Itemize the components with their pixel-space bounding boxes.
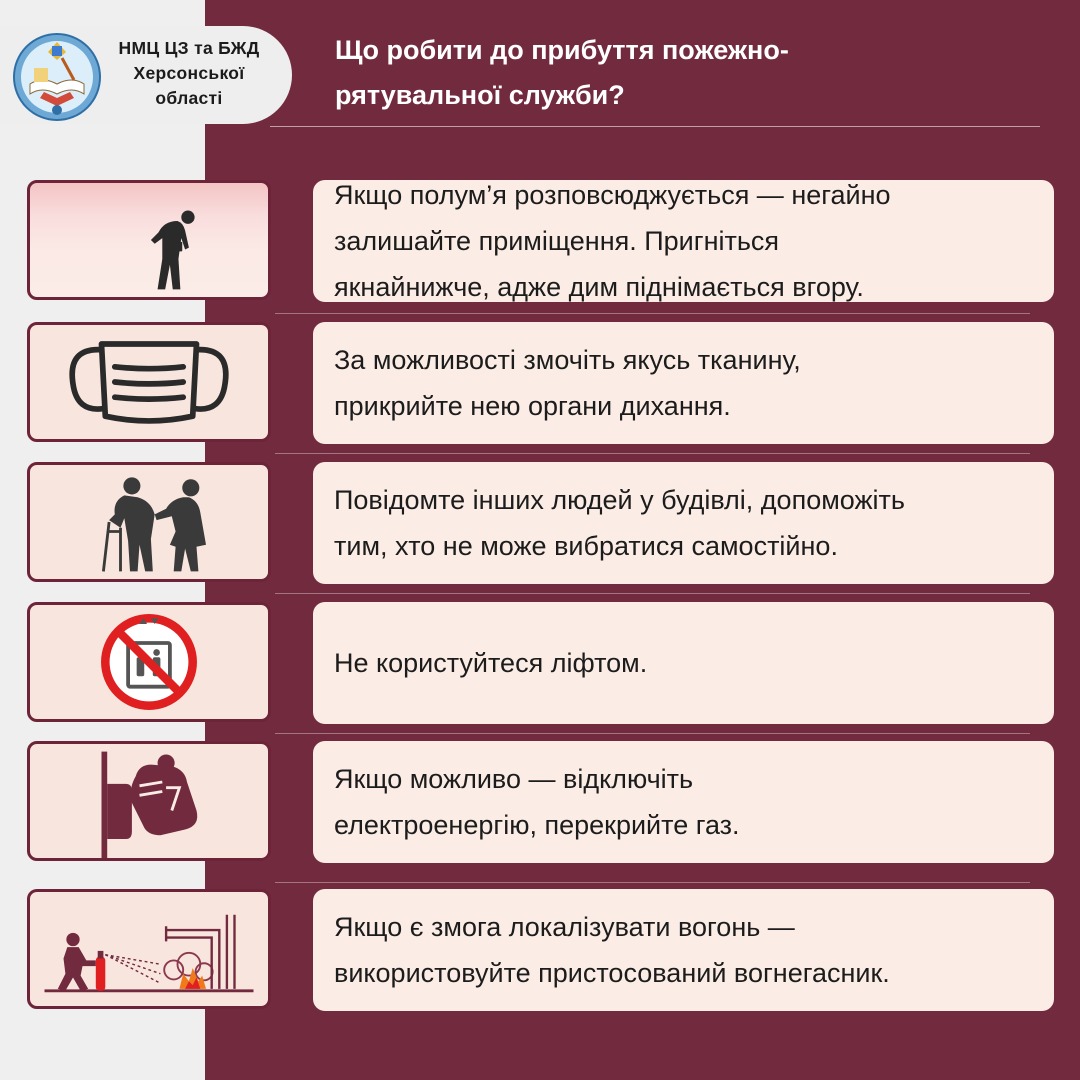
org-name: НМЦ ЦЗ та БЖД Херсонської області [118, 38, 260, 108]
help-elderly-icon [27, 462, 271, 582]
row-divider [275, 593, 1030, 594]
instruction-card [313, 741, 1054, 863]
instruction-text: Повідомте інших людей у будівлі, допоможіть тим, хто не може вибратися самостійно. [334, 485, 905, 561]
fire-extinguisher-icon [27, 889, 271, 1009]
instruction-text: Не користуйтеся ліфтом. [334, 648, 648, 678]
instruction-text: За можливості змочіть якусь тканину, прикрийте нею органи дихання. [334, 345, 801, 421]
face-mask-icon [27, 322, 271, 442]
no-elevator-icon [27, 602, 271, 722]
instruction-card [313, 602, 1054, 724]
row-divider [275, 453, 1030, 454]
row-divider [275, 313, 1030, 314]
instruction-card [313, 180, 1054, 302]
row-divider [275, 882, 1030, 883]
instruction-card [313, 462, 1054, 584]
page-title: Що робити до прибуття пожежно- рятувальної служби? [335, 35, 789, 110]
smoke-crouch-icon [27, 180, 271, 300]
instruction-card [313, 322, 1054, 444]
org-logo-icon [12, 32, 102, 122]
row-divider [275, 733, 1030, 734]
instruction-text: Якщо є змога локалізувати вогонь — використовуйте пристосований вогнегасник. [334, 912, 890, 988]
title-divider [270, 126, 1040, 127]
instruction-text: Якщо можливо — відключіть електроенергію, перекрийте газ. [334, 764, 740, 840]
instruction-card [313, 889, 1054, 1011]
instruction-text: Якщо полум’я розповсюджується — негайно залишайте приміщення. Пригніться якнайнижче, адже дим піднімається вгору. [334, 180, 891, 302]
power-switch-icon [27, 741, 271, 861]
